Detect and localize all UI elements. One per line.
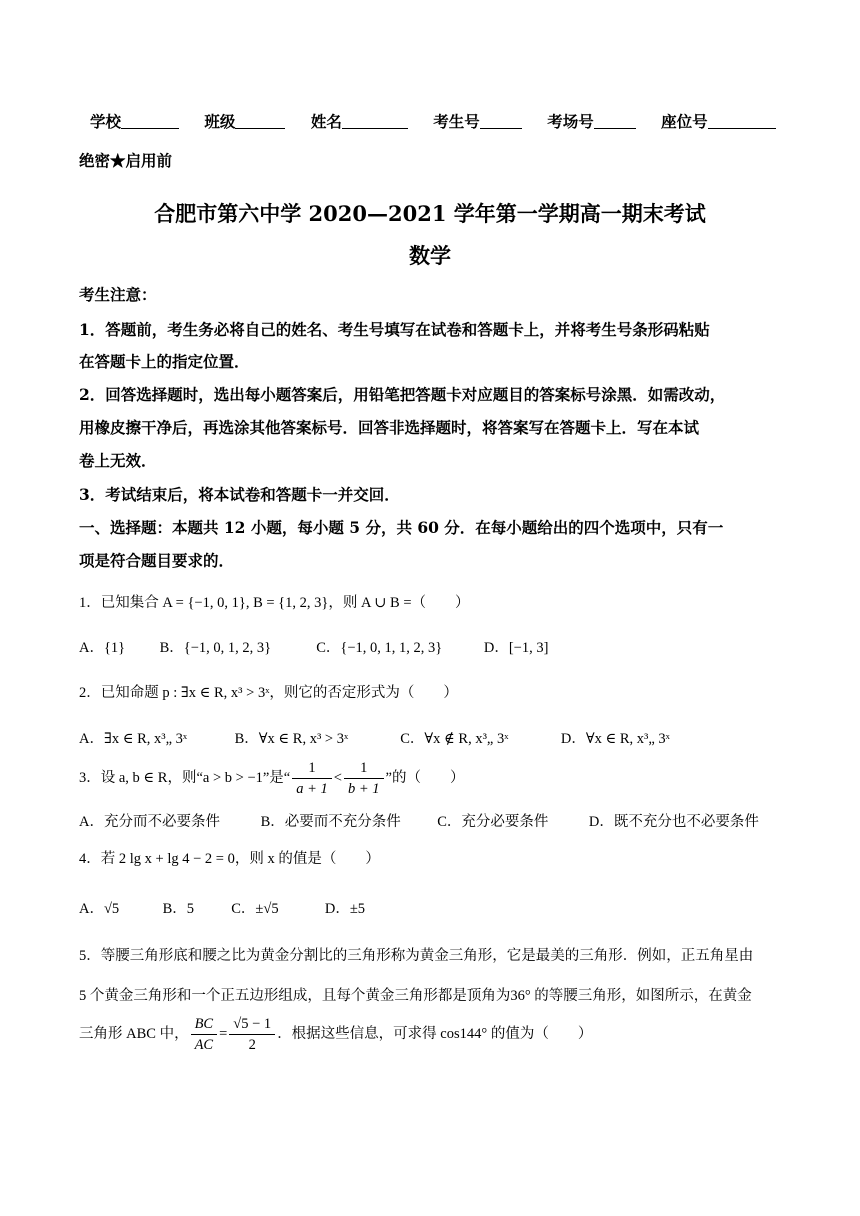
question-2-stem: 2．已知命题 p : ∃x ∈ R, x³ > 3ˣ，则它的否定形式为（ ） [79,685,458,701]
question-5-line-2: 5 个黄金三角形和一个正五边形组成，且每个黄金三角形都是顶角为36° 的等腰三角形，如图所示，在黄金 [79,988,752,1004]
q3-fraction-1: $\frac{1}{a + 1}$ [292,758,332,799]
q2-option-a[interactable]: A．∃x ∈ R, x³„ 3ˣ [79,731,188,747]
question-1-stem: 1．已知集合 A = {−1, 0, 1}, B = {1, 2, 3}，则 A ∪ B =（ ） [79,595,470,611]
q3-stem-text: 3．设 a, b ∈ R，则“a > b > −1”是“ [79,769,291,786]
school-field[interactable]: 学校 [90,112,179,131]
exam-number-field[interactable]: 考生号 [433,112,522,131]
class-field[interactable]: 班级 [204,112,285,131]
q2-option-d[interactable]: D．∀x ∈ R, x³„ 3ˣ [560,731,670,747]
q3-option-b[interactable]: B．必要而不充分条件 [260,814,401,830]
subject-title: 数学 [409,243,451,268]
question-2-options [79,727,670,748]
question-1-options [79,636,548,657]
question-4-stem: 4．若 2 lg x + lg 4 − 2 = 0，则 x 的值是（ ） [79,851,380,867]
q4-option-c[interactable]: C．±√5 [231,901,279,917]
q1-option-a[interactable]: A．{1} [79,640,126,656]
q5-fraction-right: $\frac{√5 - 1}{2}$ [229,1014,275,1055]
notice-item-1b: 在答题卡上的指定位置． [79,352,250,371]
q4-option-a[interactable]: A．√5 [79,901,120,917]
question-5-line-3: 三角形 ABC 中， $\frac{BC}{AC}$ = $\frac{√5 - 1}{2}$ ．根据这些信息，可求得 cos144° 的值为（ ） [79,1016,593,1053]
question-5-line-1: 5．等腰三角形底和腰之比为黄金分割比的三角形称为黄金三角形，它是最美的三角形．例如，正五角星由 [79,948,754,964]
header-fields [90,110,776,132]
question-4-options [79,897,365,918]
q3-option-a[interactable]: A．充分而不必要条件 [79,814,220,830]
q2-option-b[interactable]: B．∀x ∈ R, x³ > 3ˣ [234,731,349,747]
name-field[interactable]: 姓名 [311,112,408,131]
q3-fraction-2: $\frac{1}{b + 1}$ [344,758,384,799]
q3-option-d[interactable]: D．既不充分也不必要条件 [588,814,759,830]
exam-title: 合肥市第六中学 2020—2021 学年第一学期高一期末考试 [154,201,706,226]
q2-option-c[interactable]: C．∀x ∉ R, x³„ 3ˣ [400,731,509,747]
question-3-options [79,810,759,831]
q1-option-c[interactable]: C．{−1, 0, 1, 1, 2, 3} [316,640,443,656]
q4-option-b[interactable]: B．5 [162,901,195,917]
section-1-heading: 一、选择题：本题共 12 小题，每小题 5 分，共 60 分．在每小题给出的四个选项中，只有一 [79,518,724,537]
q1-option-b[interactable]: B．{−1, 0, 1, 2, 3} [159,640,272,656]
seat-number-field[interactable]: 座位号 [661,112,776,131]
confidential-label: 绝密★启用前 [79,151,173,170]
notice-item-1a: 1．答题前，考生务必将自己的姓名、考生号填写在试卷和答题卡上，并将考生号条形码粘贴 [79,320,710,339]
notice-item-3: 3．考试结束后，将本试卷和答题卡一并交回． [79,485,400,504]
question-3-stem: 3．设 a, b ∈ R，则“a > b > −1”是“ $\frac{1}{a + 1}$ < $\frac{1}{b + 1}$ ”的（ ） [79,760,465,797]
q4-option-d[interactable]: D．±5 [324,901,366,917]
notice-item-2c: 卷上无效． [79,451,157,470]
q3-stem-tail: ”的（ ） [385,769,465,786]
exam-room-field[interactable]: 考场号 [547,112,636,131]
q1-option-d[interactable]: D．[−1, 3] [483,640,549,656]
notice-heading: 考生注意： [79,285,157,304]
section-1-heading-cont: 项是符合题目要求的． [79,551,235,570]
notice-item-2b: 用橡皮擦干净后，再选涂其他答案标号．回答非选择题时，将答案写在答题卡上．写在本试 [79,418,700,437]
notice-item-2a: 2．回答选择题时，选出每小题答案后，用铅笔把答题卡对应题目的答案标号涂黑．如需改动， [79,385,726,404]
q5-fraction-left: $\frac{BC}{AC}$ [191,1014,218,1055]
q3-option-c[interactable]: C．充分必要条件 [437,814,549,830]
